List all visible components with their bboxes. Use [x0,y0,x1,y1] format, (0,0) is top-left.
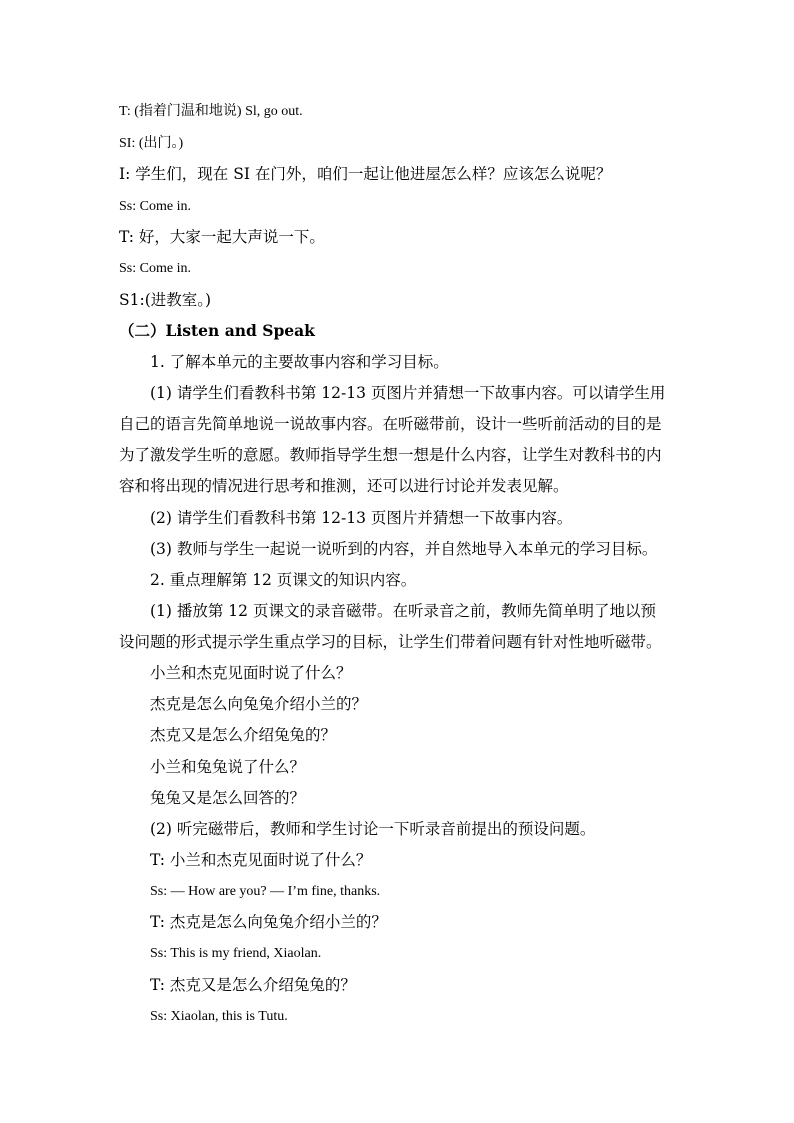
question-line: 小兰和杰克见面时说了什么？ [150,664,352,682]
question-line: 杰克是怎么向兔兔介绍小兰的？ [150,695,368,713]
dialogue-line: Ss: Xiaolan, this is Tutu. [150,1009,288,1024]
dialogue-line: T: 杰克又是怎么介绍兔兔的？ [150,976,356,994]
dialogue-line-4: Ss: Come in. [119,199,191,214]
dialogue-line: T: 小兰和杰克见面时说了什么？ [150,851,372,869]
dialogue-line-6: Ss: Come in. [119,261,191,276]
dialogue-line: T: 杰克是怎么向兔兔介绍小兰的？ [150,913,387,931]
paragraph-line: 容和将出现的情况进行思考和推测，还可以进行讨论并发表见解。 [119,477,569,495]
step-1-title: 1. 了解本单元的主要故事内容和学习目标。 [150,353,449,371]
step-2-title: 2. 重点理解第 12 页课文的知识内容。 [150,571,417,589]
dialogue-line-2: SI: (出门。) [119,136,184,151]
paragraph-line: 设问题的形式提示学生重点学习的目标，让学生们带着问题有针对性地听磁带。 [119,633,662,651]
dialogue-line-1: T: (指着门温和地说) Sl, go out. [119,104,303,119]
paragraph-line: (3) 教师与学生一起说一说听到的内容，并自然地导入本单元的学习目标。 [150,540,658,558]
dialogue-line-7: S1:(进教室。) [119,291,212,309]
dialogue-line: Ss: — How are you? — I’m fine, thanks. [150,884,381,899]
paragraph-line: (1) 请学生们看教科书第 12-13 页图片并猜想一下故事内容。可以请学生用 [150,384,666,402]
question-line: 杰克又是怎么介绍兔兔的？ [150,726,337,744]
dialogue-line: Ss: This is my friend, Xiaolan. [150,946,322,961]
paragraph-line: (2) 请学生们看教科书第 12-13 页图片并猜想一下故事内容。 [150,509,573,527]
section-heading [119,320,315,342]
dialogue-line-3: I: 学生们，现在 SI 在门外，咱们一起让他进屋怎么样？应该怎么说呢？ [119,165,612,183]
question-line: 小兰和兔兔说了什么？ [150,758,306,776]
section-heading-text: （二）Listen and Speak [119,321,315,340]
dialogue-line-5: T: 好，大家一起大声说一下。 [119,228,325,246]
paragraph-line: (1) 播放第 12 页课文的录音磁带。在听录音之前，教师先简单明了地以预 [150,602,656,620]
paragraph-line: 自己的语言先简单地说一说故事内容。在听磁带前，设计一些听前活动的目的是 [119,415,662,433]
question-line: 兔兔又是怎么回答的？ [150,789,306,807]
paragraph-line: 为了激发学生听的意愿。教师指导学生想一想是什么内容，让学生对教科书的内 [119,446,662,464]
paragraph-line: (2) 听完磁带后，教师和学生讨论一下听录音前提出的预设问题。 [150,820,596,838]
